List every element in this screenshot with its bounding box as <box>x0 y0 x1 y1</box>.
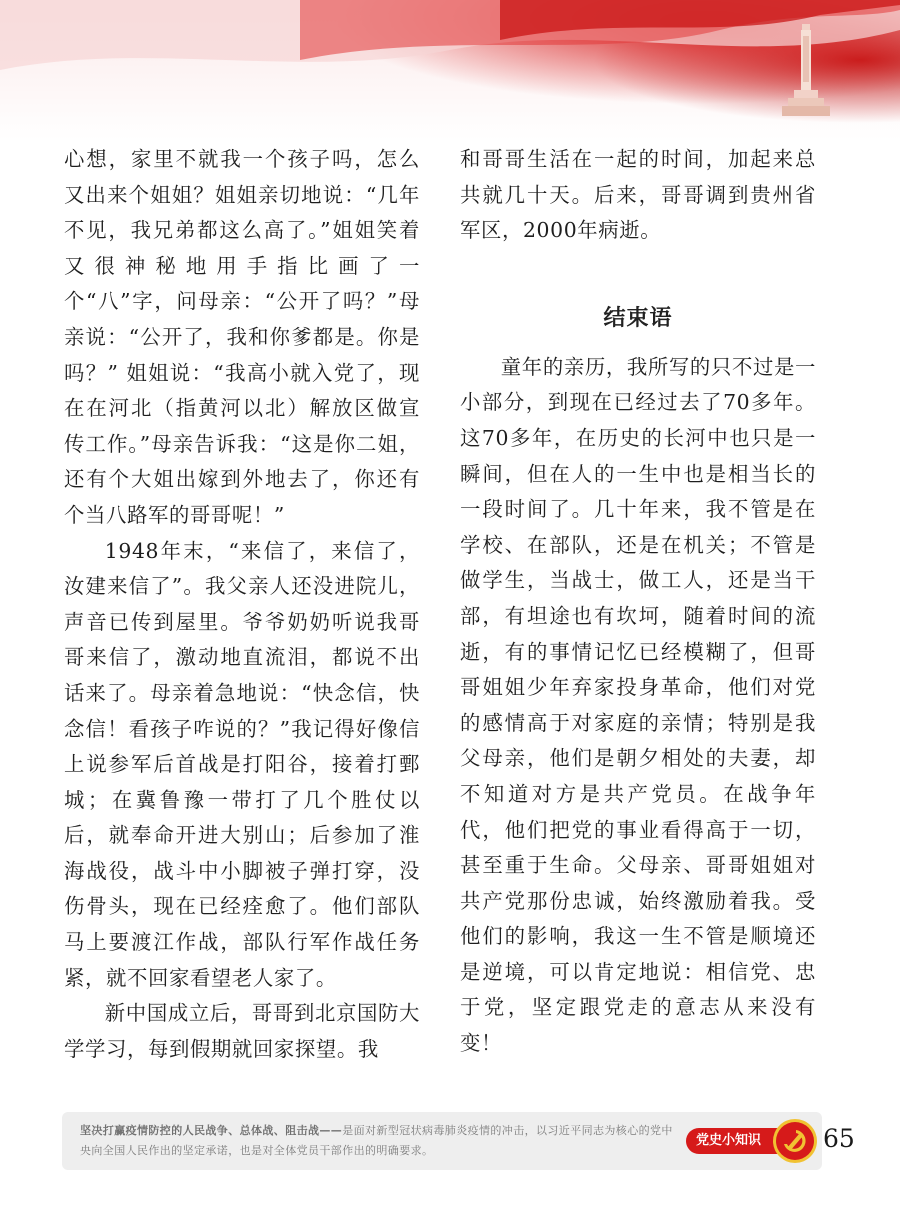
monument-icon <box>782 22 830 120</box>
paragraph-conclusion: 童年的亲历，我所写的只不过是一小部分，到现在已经过去了70多年。这70多年，在历史的长河中也只是一瞬间，但在人的一生中也是相当长的一段时间了。几十年来，我不管是在学校、在部队，还是在机关；不管是做学生，当战士，做工人，还是当干部，有坦途也有坎坷，随着时间的流逝，有的事情记忆已经模糊了，但哥哥姐姐少年弃家投身革命，他们对党的感情高于对家庭的亲情；特别是我父母亲，他们是朝夕相处的夫妻，却不知道对方是共产党员。在战争年代，他们把党的事业看得高于一切，甚至重于生命。父母亲、哥哥姐姐对共产党那份忠诚，始终激励着我。受他们的影响，我这一生不管是顺境还是逆境，可以肯定地说：相信党、忠于党，坚定跟党走的意志从来没有变！ <box>460 354 816 1056</box>
tip-heading: 坚决打赢疫情防控的人民战争、总体战、阻击战—— <box>80 1124 343 1137</box>
page-number: 65 <box>823 1124 855 1153</box>
paragraph-continued: 心想，家里不就我一个孩子吗，怎么又出来个姐姐？姐姐亲切地说：“几年不见，我兄弟都这么高了。”姐姐笑着又很神秘地用手指比画了一个“八”字，问母亲：“公开了吗？”母亲说：“公开了，我和你爹都是。你是吗？” 姐姐说：“我高小就入党了，现在在河北（指黄河以北）解放区做宣传工作。”母亲告诉我：“这是你二姐，还有个大姐出嫁到外地去了，你还有个当八路军的哥哥呢！” <box>64 147 420 527</box>
paragraph-after-founding: 新中国成立后，哥哥到北京国防大学学习，每到假期就回家探望。我 <box>64 1001 420 1061</box>
tip-text <box>80 1121 680 1161</box>
header-banner <box>0 0 900 140</box>
section-title: 结束语 <box>603 305 673 331</box>
party-emblem-icon <box>772 1118 818 1164</box>
banner-wave-graphic <box>0 0 900 90</box>
tip-badge: 党史小知识 <box>686 1128 799 1154</box>
left-column <box>64 142 420 1067</box>
paragraph-continuation: 和哥哥生活在一起的时间，加起来总共就几十天。后来，哥哥调到贵州省军区，2000年病逝。 <box>460 147 816 243</box>
paragraph-letter: 1948年末，“来信了，来信了，汝建来信了”。我父亲人还没进院儿，声音已传到屋里。爷爷奶奶听说我哥哥来信了，激动地直流泪，都说不出话来了。母亲着急地说：“快念信，快念信！看孩子咋说的？”我记得好像信上说参军后首战是打阳谷，接着打鄄城；在冀鲁豫一带打了几个胜仗以后，就奉命开进大别山；后参加了淮海战役，战斗中小脚被子弹打穿，没伤骨头，现在已经痊愈了。他们部队马上要渡江作战，部队行军作战任务紧，就不回家看望老人家了。 <box>64 538 420 990</box>
tip-body: 是面对新型冠状病毒肺炎疫情的冲击，以习近平同志为核心的党中央向全国人民作出的坚定承诺，也是对全体党员干部作出的明确要求。 <box>80 1124 673 1157</box>
right-column <box>460 142 816 1062</box>
